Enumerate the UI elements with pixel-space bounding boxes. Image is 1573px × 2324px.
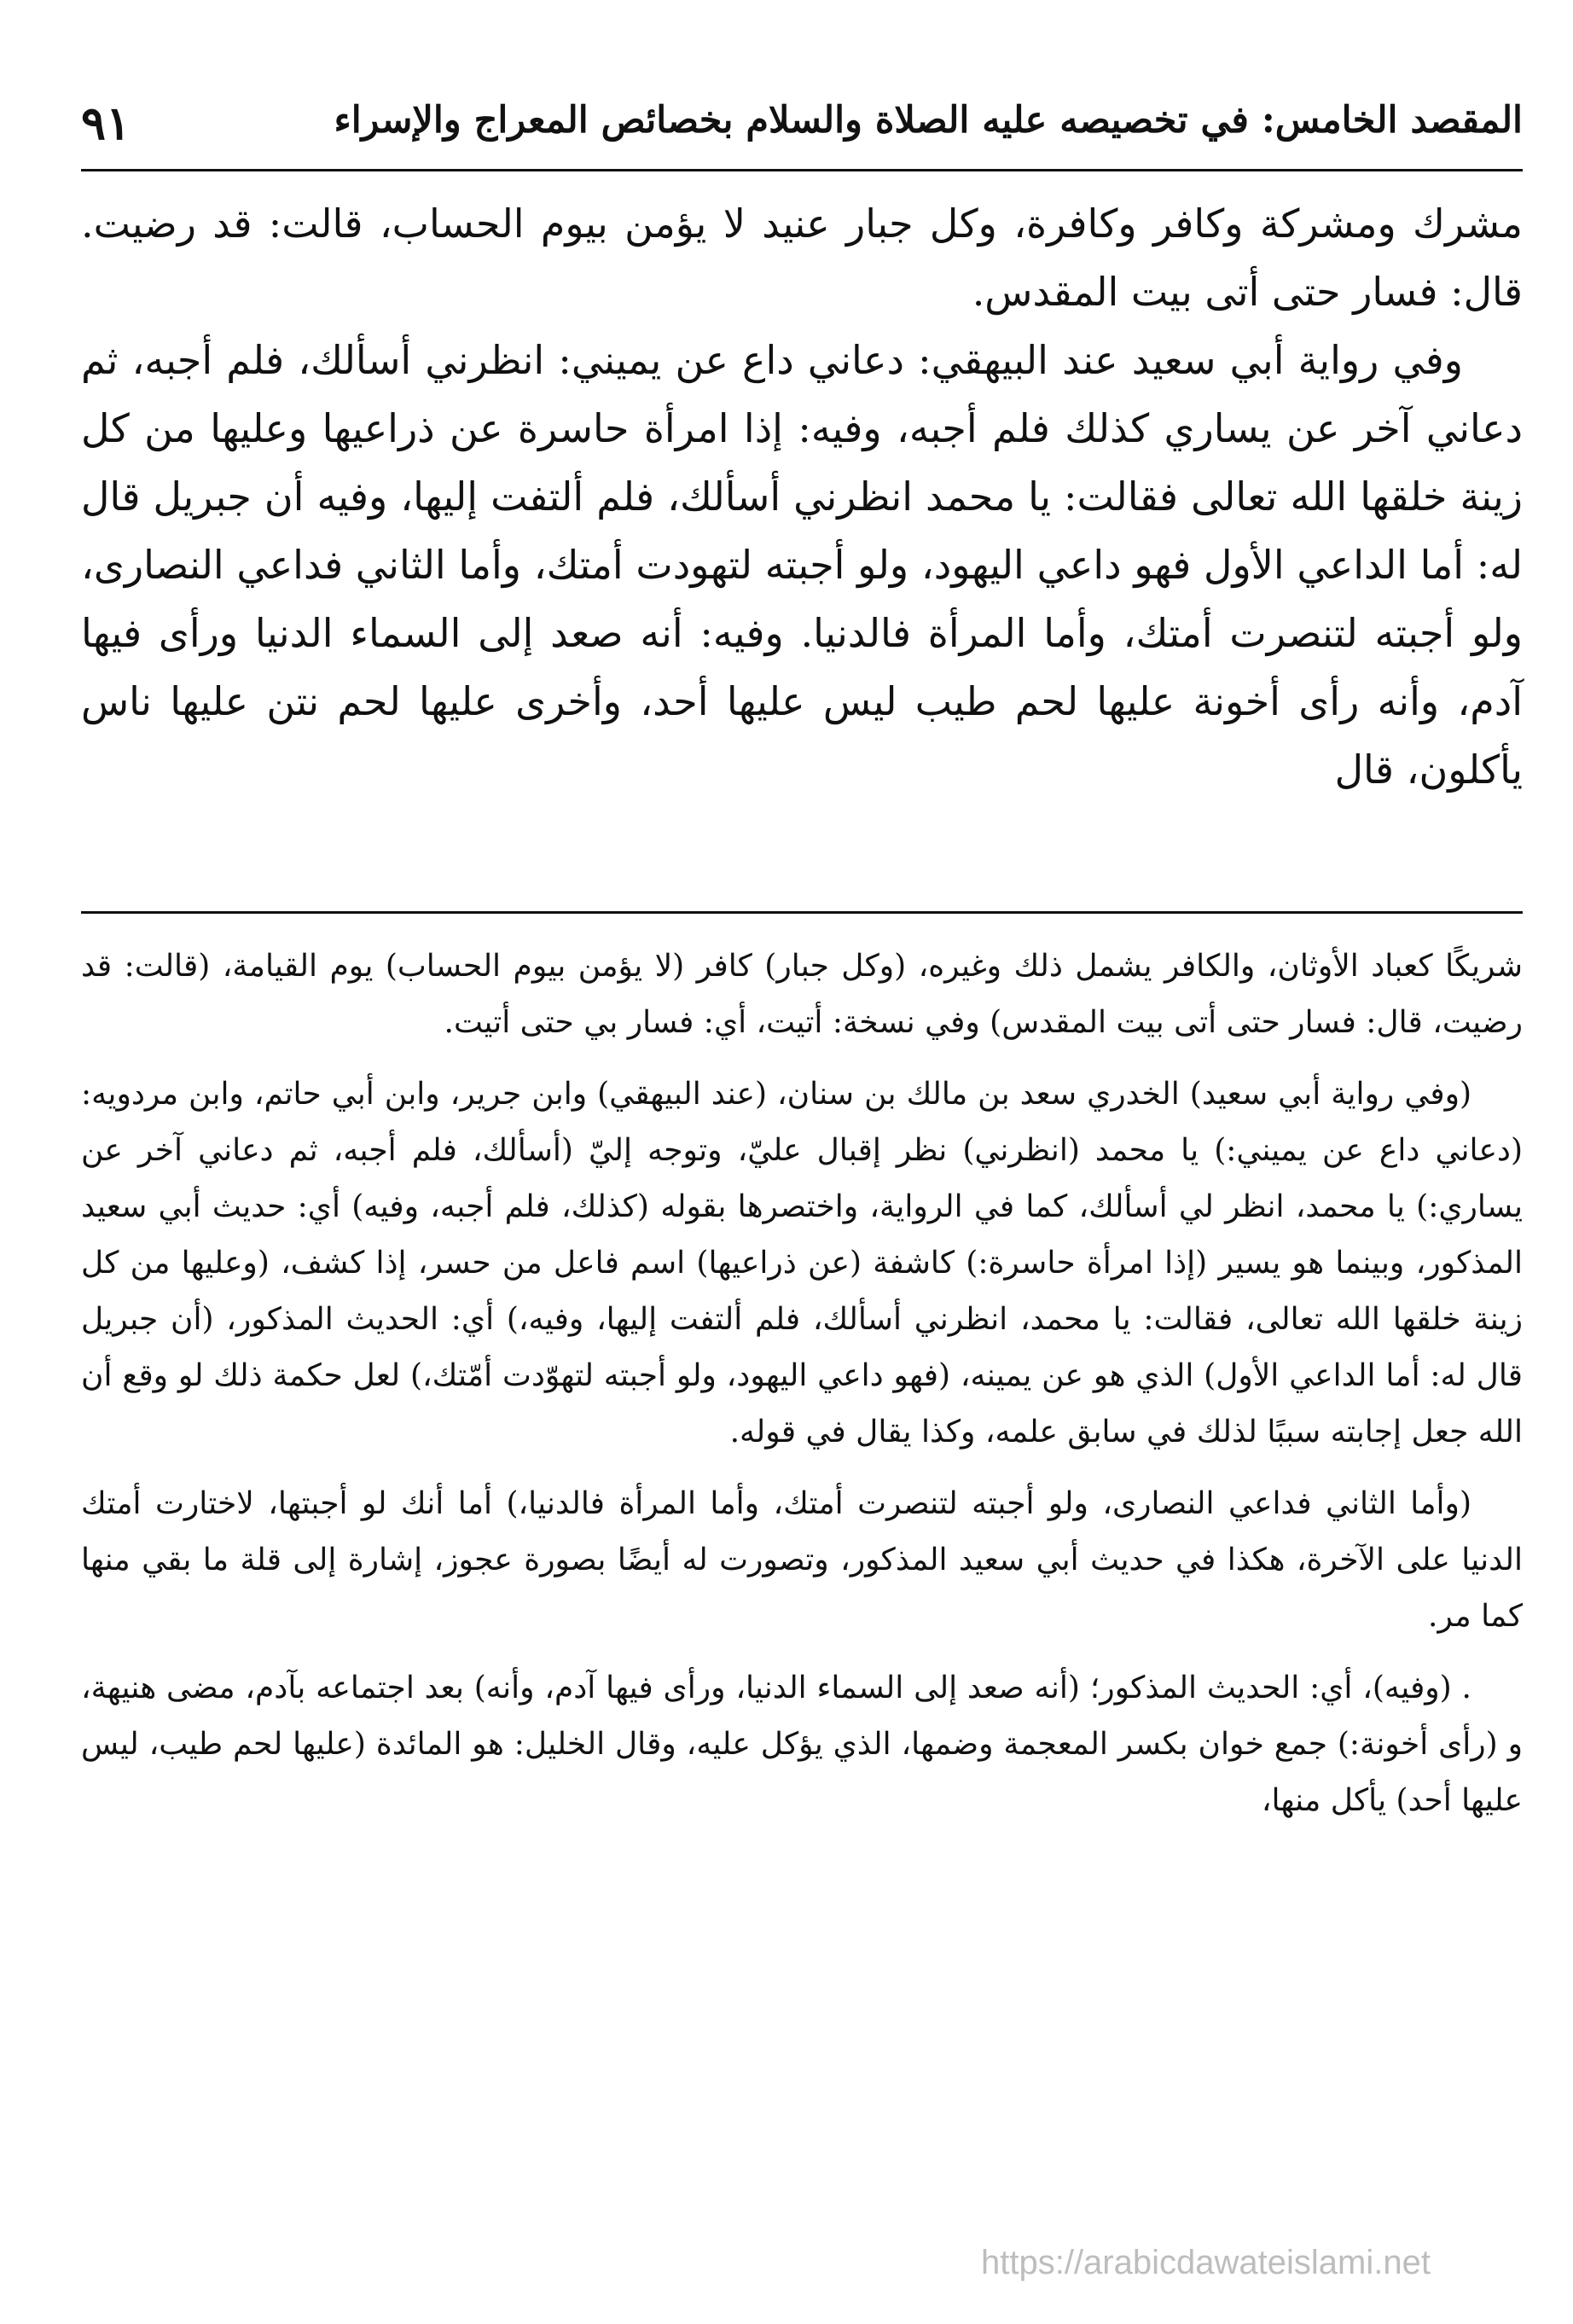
main-paragraph: وفي رواية أبي سعيد عند البيهقي: دعاني داع عن يميني: انظرني أسألك، فلم أجبه، ثم دعاني آخر عن يساري كذلك فلم أجبه، وفيه: إذا امرأة حاسرة عن ذراعيها وعليها من كل زينة خلقها الله تعالى فقالت: يا محمد انظرني أسألك، فلم ألتفت إليها، وفيه أن جبريل قال له: أما الداعي الأول فهو داعي اليهود، ولو أجبته لتهودت أمتك، وأما الثاني فداعي النصارى، ولو أجبته لتنصرت أمتك، وأما المرأة فالدنيا. وفيه: أنه صعد إلى السماء الدنيا ورأى فيها آدم، وأنه رأى أخونة عليها لحم طيب ليس عليها أحد، وأخرى عليها لحم نتن عليها ناس يأكلون، قال bbox=[81, 337, 1523, 793]
commentary-paragraph: . (وفيه)، أي: الحديث المذكور؛ (أنه صعد إلى السماء الدنيا، ورأى فيها آدم، وأنه) بعد اجتماعه بآدم، مضى هنيهة، و (رأى أخونة:) جمع خوان بكسر المعجمة وضمها، الذي يؤكل عليه، وقال الخليل: هو المائدة (عليها لحم طيب، ليس عليها أحد) يأكل منها، bbox=[81, 1670, 1524, 1818]
commentary-paragraph: (وفي رواية أبي سعيد) الخدري سعد بن مالك بن سنان، (عند البيهقي) وابن جرير، وابن أبي حاتم، وابن مردويه: (دعاني داع عن يميني:) يا محمد (انظرني) نظر إقبال عليّ، وتوجه إليّ (أسألك، فلم أجبه، ثم دعاني آخر عن يساري:) يا محمد، انظر لي أسألك، كما في الرواية، واختصرها بقوله (كذلك، فلم أجبه، وفيه) أي: حديث أبي سعيد المذكور، وبينما هو يسير (إذا امرأة حاسرة:) كاشفة (عن ذراعيها) اسم فاعل من حسر، إذا كشف، (وعليها من كل زينة خلقها الله تعالى، فقالت: يا محمد، انظرني أسألك، فلم ألتفت إليها، وفيه،) أي: الحديث المذكور، (أن جبريل قال له: أما الداعي الأول) الذي هو عن يمينه، (فهو داعي اليهود، ولو أجبته لتهوّدت أمّتك،) لعل حكمة ذلك لو وقع أن الله جعل إجابته سببًا لذلك في سابق علمه، وكذا يقال في قوله. bbox=[81, 1077, 1524, 1450]
page-number: ٩١ bbox=[81, 96, 131, 150]
main-text bbox=[81, 189, 1523, 804]
watermark-url: https://arabicdawateislami.net bbox=[981, 2244, 1431, 2281]
page-header bbox=[81, 96, 1523, 164]
commentary-paragraph: شريكًا كعباد الأوثان، والكافر يشمل ذلك وغيره، (وكل جبار) كافر (لا يؤمن بيوم الحساب) يوم القيامة، (قالت: قد رضيت، قال: فسار حتى أتى بيت المقدس) وفي نسخة: أتيت، أي: فسار بي حتى أتيت. bbox=[81, 949, 1523, 1040]
commentary-text bbox=[81, 938, 1523, 1845]
running-title: المقصد الخامس: في تخصيصه عليه الصلاة والسلام بخصائص المعراج والإسراء bbox=[334, 99, 1523, 142]
footnote-separator bbox=[81, 911, 1523, 914]
commentary-paragraph: (وأما الثاني فداعي النصارى، ولو أجبته لتنصرت أمتك، وأما المرأة فالدنيا،) أما أنك لو أجبتها، لاختارت أمتك الدنيا على الآخرة، هكذا في حديث أبي سعيد المذكور، وتصورت له أيضًا بصورة عجوز، إشارة إلى قلة ما بقي منها كما مر. bbox=[81, 1486, 1523, 1634]
main-paragraph: مشرك ومشركة وكافر وكافرة، وكل جبار عنيد لا يؤمن بيوم الحساب، قالت: قد رضيت. قال: فسار حتى أتى بيت المقدس. bbox=[81, 200, 1523, 315]
header-rule bbox=[81, 169, 1523, 171]
